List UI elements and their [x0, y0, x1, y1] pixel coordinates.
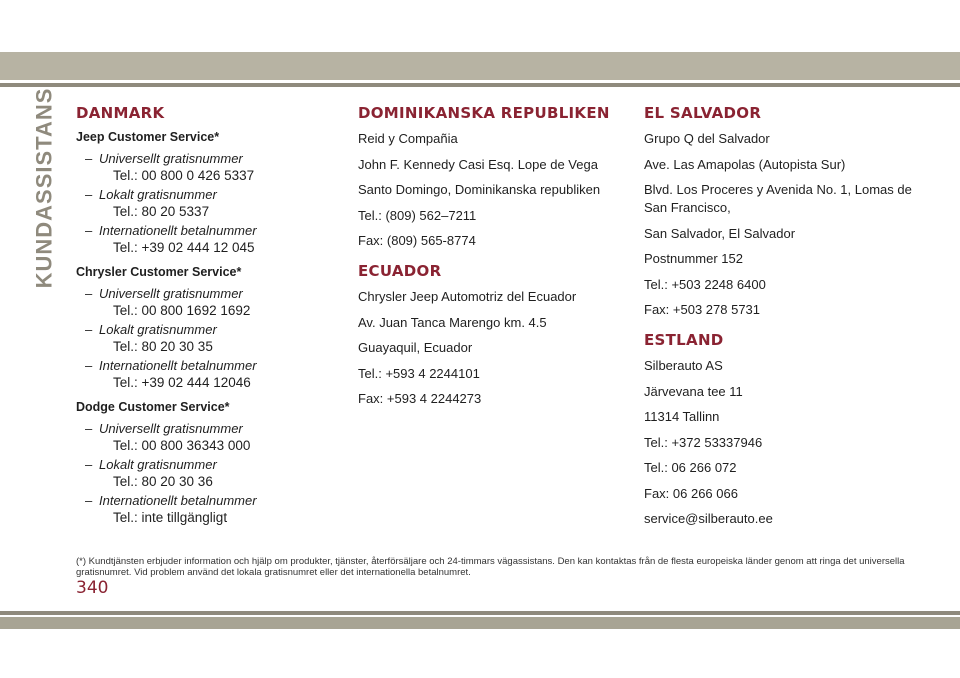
service-block-chrysler: [76, 265, 338, 392]
address-line: Silberauto AS: [644, 358, 723, 373]
address-line: Santo Domingo, Dominikanska republiken: [358, 182, 601, 197]
service-block-jeep: [76, 130, 338, 257]
heading-el-salvador: EL SALVADOR: [644, 104, 762, 122]
column-danmark: [76, 100, 338, 529]
phone-line: Tel.: +372 53337946: [644, 434, 763, 450]
entry-value: Tel.: 00 800 1692 1692: [113, 303, 251, 318]
entry: [99, 421, 338, 455]
address-line: 11314 Tallinn: [644, 409, 720, 424]
entry-label: – Universellt gratisnummer: [85, 151, 338, 167]
service-block-dodge: [76, 400, 338, 527]
phone-line: Tel.: +503 2248 6400: [644, 276, 766, 292]
entry: [99, 151, 338, 185]
postal-line: Postnummer 152: [644, 251, 743, 266]
page-number: 340: [76, 578, 109, 598]
heading-danmark: DANMARK: [76, 104, 165, 122]
fax-line: Fax: +593 4 2244273: [358, 391, 482, 406]
fax-line: Fax: (809) 565-8774: [358, 233, 476, 248]
heading-estland: ESTLAND: [644, 331, 724, 349]
entry: [99, 322, 338, 356]
phone-line: Tel.: (809) 562–7211: [358, 207, 477, 223]
entry-label: – Universellt gratisnummer: [85, 421, 338, 437]
address-line: Chrysler Jeep Automotriz del Ecuador: [358, 289, 577, 304]
entry: [99, 358, 338, 392]
entry-label: – Lokalt gratisnummer: [85, 457, 338, 473]
service-head: Jeep Customer Service*: [76, 130, 220, 144]
phone-line: Tel.: 06 266 072: [644, 460, 737, 475]
email-line: service@silberauto.ee: [644, 511, 773, 526]
entry: [99, 286, 338, 320]
section-tab-label: KUNDASSISTANS: [31, 87, 57, 289]
address-line: Blvd. Los Proceres y Avenida No. 1, Lomas de San Francisco,: [644, 182, 912, 215]
entry-value: Tel.: 00 800 36343 000: [113, 438, 251, 453]
entry-value: Tel.: +39 02 444 12046: [113, 375, 251, 390]
service-head: Dodge Customer Service*: [76, 400, 230, 414]
address-line: Ave. Las Amapolas (Autopista Sur): [644, 156, 846, 172]
header-band: [0, 52, 960, 80]
entry-label: – Lokalt gratisnummer: [85, 187, 338, 203]
entry-value: Tel.: 80 20 30 36: [113, 474, 213, 489]
entry: [99, 493, 338, 527]
entry-label: – Universellt gratisnummer: [85, 286, 338, 302]
heading-dominikanska: DOMINIKANSKA REPUBLIKEN: [358, 104, 610, 122]
service-head: Chrysler Customer Service*: [76, 265, 242, 279]
address-line: Guayaquil, Ecuador: [358, 340, 473, 355]
address-line: John F. Kennedy Casi Esq. Lope de Vega: [358, 156, 598, 172]
entry-label: – Internationellt betalnummer: [85, 493, 338, 509]
entry-value: Tel.: 00 800 0 426 5337: [113, 168, 255, 183]
header-rule: [0, 83, 960, 87]
phone-line: Tel.: +593 4 2244101: [358, 365, 480, 381]
section-tab: [24, 87, 64, 289]
address-line: Grupo Q del Salvador: [644, 131, 770, 146]
entry-value: Tel.: 80 20 30 35: [113, 339, 213, 354]
footer-band: [0, 617, 960, 629]
address-line: Järvevana tee 11: [644, 383, 743, 399]
footnote: (*) Kundtjänsten erbjuder information och hjälp om produkter, tjänster, återförsäljare och 24-timmars vägassistans. Den kan kontaktas från de flesta europeiska länder genom att ringa det universella gratisnumret. Vid problem använd det lokala gratisnumret eller det internationella betalnumret.: [76, 556, 905, 578]
entry-label: – Lokalt gratisnummer: [85, 322, 338, 338]
entry-value: Tel.: +39 02 444 12 045: [113, 240, 255, 255]
footer-rule: [0, 611, 960, 615]
column-dominikanska-ecuador: [358, 100, 620, 416]
entry: [99, 223, 338, 257]
entry-value: Tel.: inte tillgängligt: [113, 510, 228, 525]
column-elsalvador-estland: [644, 100, 934, 536]
entry: [99, 457, 338, 491]
entry-value: Tel.: 80 20 5337: [113, 204, 210, 219]
heading-ecuador: ECUADOR: [358, 262, 442, 280]
address-line: Av. Juan Tanca Marengo km. 4.5: [358, 314, 547, 330]
entry-label: – Internationellt betalnummer: [85, 223, 338, 239]
address-line: San Salvador, El Salvador: [644, 225, 796, 241]
fax-line: Fax: +503 278 5731: [644, 302, 761, 317]
entry-label: – Internationellt betalnummer: [85, 358, 338, 374]
fax-line: Fax: 06 266 066: [644, 485, 738, 501]
entry: [99, 187, 338, 221]
address-line: Reid y Compañia: [358, 131, 458, 146]
